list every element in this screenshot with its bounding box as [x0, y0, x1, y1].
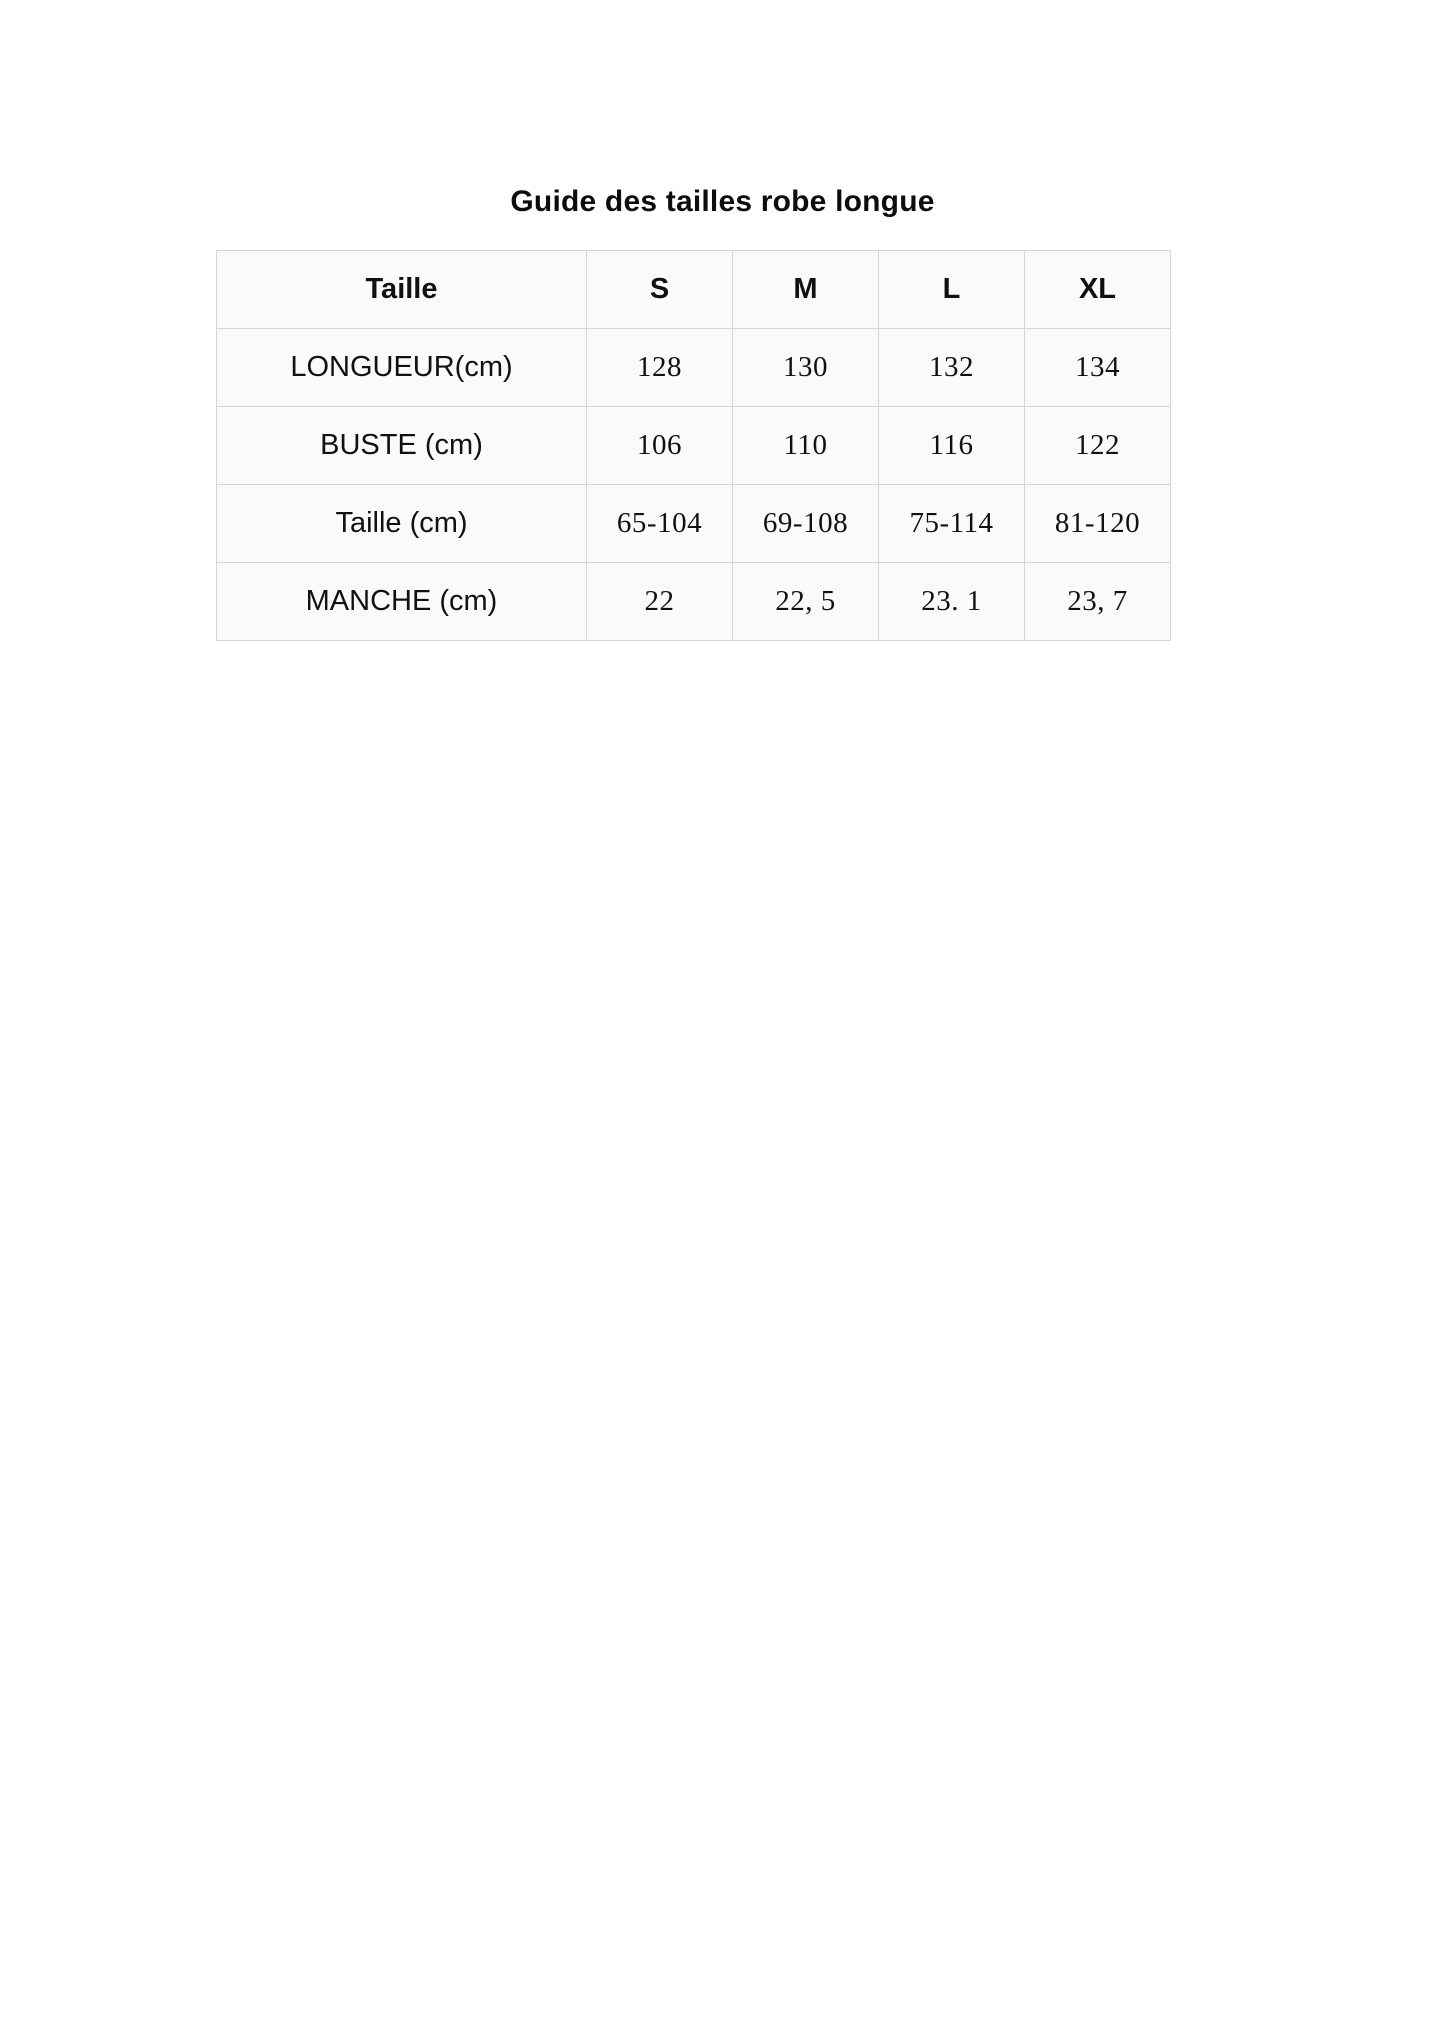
- cell-taille-m: 69-108: [733, 485, 879, 563]
- cell-manche-xl: 23, 7: [1025, 563, 1171, 641]
- table-row: [217, 407, 1171, 485]
- cell-taille-l: 75-114: [879, 485, 1025, 563]
- row-label-manche: MANCHE (cm): [217, 563, 587, 641]
- table-row: [217, 563, 1171, 641]
- cell-longueur-m: 130: [733, 329, 879, 407]
- cell-buste-s: 106: [587, 407, 733, 485]
- cell-buste-m: 110: [733, 407, 879, 485]
- row-label-taille: Taille (cm): [217, 485, 587, 563]
- table-row: [217, 329, 1171, 407]
- column-header-size-l: L: [879, 251, 1025, 329]
- page-title: Guide des tailles robe longue: [510, 185, 935, 218]
- cell-manche-s: 22: [587, 563, 733, 641]
- cell-manche-m: 22, 5: [733, 563, 879, 641]
- column-header-size-s: S: [587, 251, 733, 329]
- cell-taille-s: 65-104: [587, 485, 733, 563]
- table-header-row: [217, 251, 1171, 329]
- cell-longueur-s: 128: [587, 329, 733, 407]
- size-guide-table: [216, 250, 1171, 641]
- row-label-longueur: LONGUEUR(cm): [217, 329, 587, 407]
- cell-manche-l: 23. 1: [879, 563, 1025, 641]
- table-row: [217, 485, 1171, 563]
- row-label-buste: BUSTE (cm): [217, 407, 587, 485]
- cell-longueur-l: 132: [879, 329, 1025, 407]
- column-header-size-m: M: [733, 251, 879, 329]
- column-header-size-xl: XL: [1025, 251, 1171, 329]
- cell-buste-xl: 122: [1025, 407, 1171, 485]
- cell-longueur-xl: 134: [1025, 329, 1171, 407]
- cell-buste-l: 116: [879, 407, 1025, 485]
- cell-taille-xl: 81-120: [1025, 485, 1171, 563]
- column-header-measurement: Taille: [217, 251, 587, 329]
